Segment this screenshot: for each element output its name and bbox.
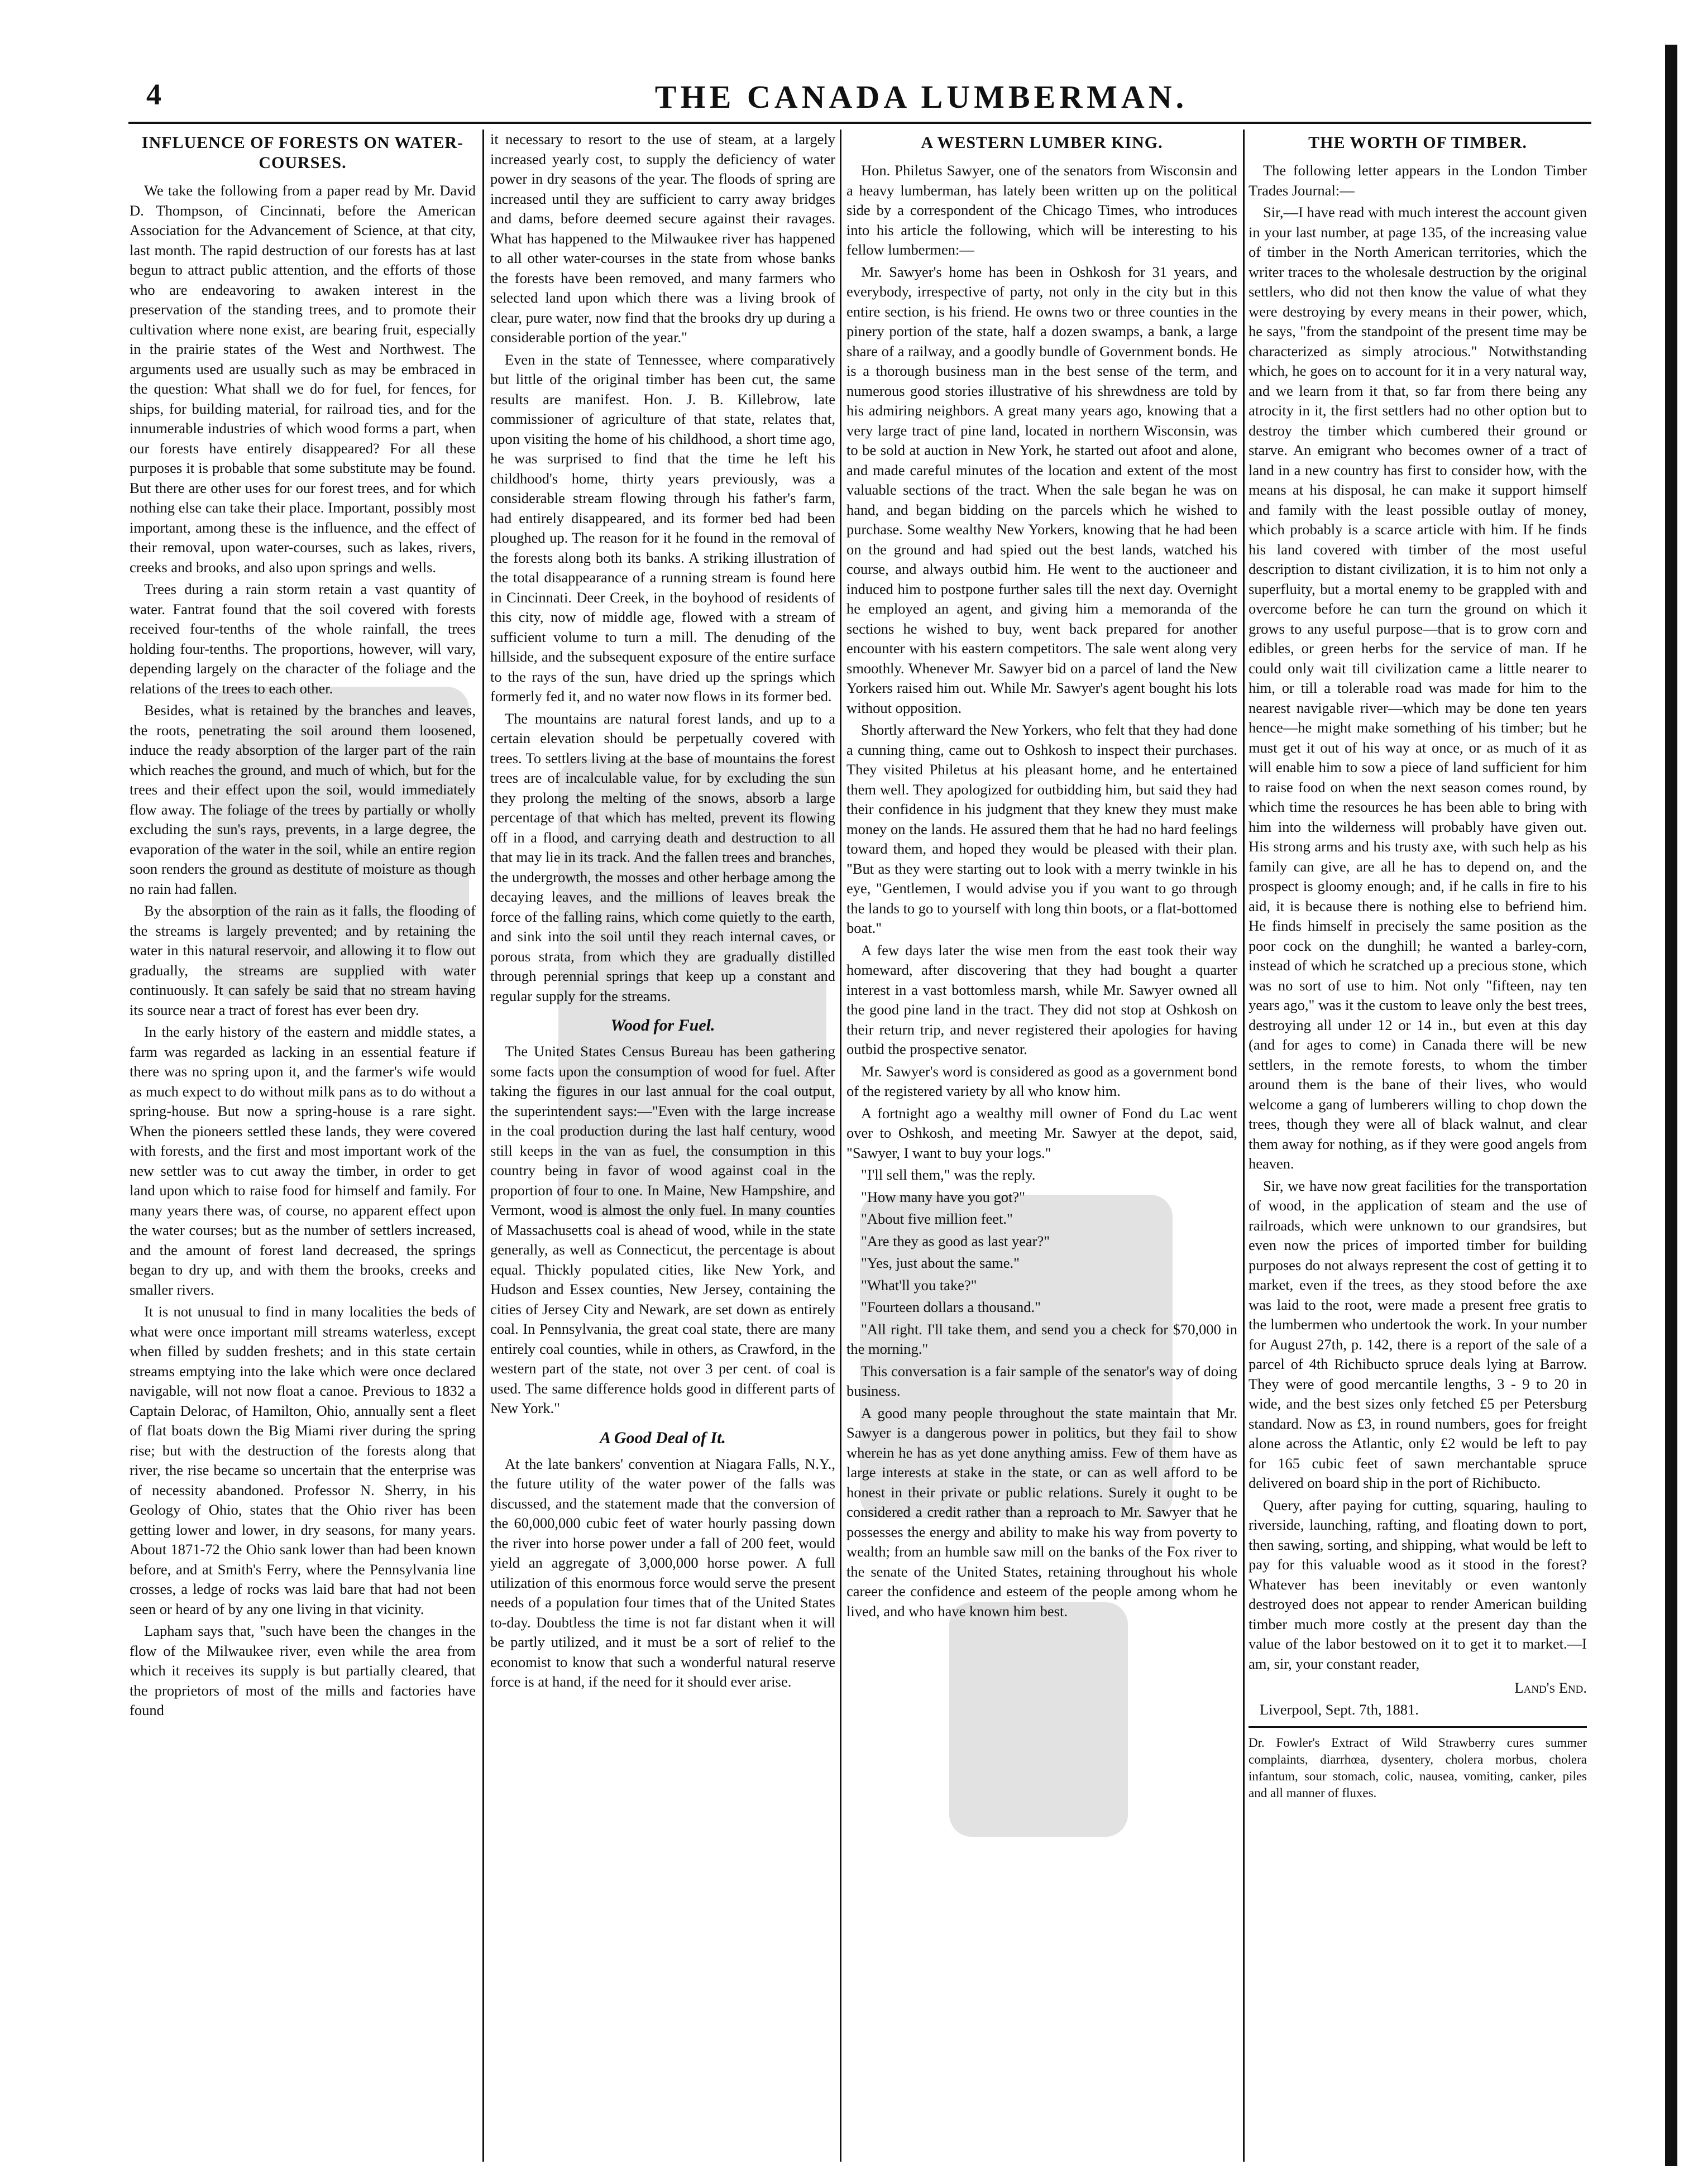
article-paragraph: Even in the state of Tennessee, where comparatively but little of the original timber has been cut, the same results are manifest. Hon. J. B. Killebrow, late commissioner of agriculture of that state, relates that, upon visiting the home of his childhood, a short time ago, he was surprised to find that the time he left his childhood's home, thirty years previously, was a considerable stream flowing through his father's farm, had entirely disappeared, and its former bed had been ploughed up. The reason for it he found in the removal of the forests along both its banks. A striking illustration of the total disappearance of a running stream is found here in Cincinnati. Deer Creek, in the boyhood of residents of this city, now of middle age, flowed with a stream of sufficient volume to turn a mill. The denuding of the hillside, and the subsequent exposure of the entire surface to the rays of the sun, have dried up the springs which formerly fed it, and no water now flows in its former bed. <box>490 351 835 705</box>
article-paragraph: "What'll you take?" <box>861 1276 977 1294</box>
article-headline: Wood for Fuel. <box>610 1016 715 1034</box>
article-paragraph: "About five million feet." <box>861 1210 1013 1227</box>
article-column <box>1249 130 1587 2162</box>
article-column <box>130 130 476 2162</box>
masthead: THE CANADA LUMBERMAN. <box>654 79 1188 115</box>
letter-signature: Land's End. <box>1514 1679 1587 1696</box>
page-number: 4 <box>146 78 161 111</box>
article-paragraph: A fortnight ago a wealthy mill owner of Fond du Lac went over to Oshkosh, and meeting Mr. Sawyer at the depot, said, "Sawyer, I want to buy your logs." <box>846 1104 1237 1161</box>
article-headline: THE WORTH OF TIMBER. <box>1308 133 1527 152</box>
article-paragraph: Query, after paying for cutting, squaring, hauling to riverside, launching, rafting, and floating down to port, then sawing, sorting, and shipping, what would be left to pay for this valuable wood as it stood in the forest? Whatever has been inevitably or even wantonly destroyed does not appear to render American building timber much more costly at the present day than the value of the labor bestowed on it to get it to market.—I am, sir, your constant reader, <box>1249 1496 1587 1672</box>
column-divider <box>1243 130 1245 2162</box>
article-paragraph: "Are they as good as last year?" <box>861 1232 1050 1249</box>
article-paragraph: In the early history of the eastern and middle states, a farm was regarded as lacking in an essential feature if there was no spring upon it, and the farmer's wife would as much expect to do without milk pans as to do without a spring-house. But now a spring-house is a rare sight. When the pioneers settled these lands, they were covered with forests, and the first and most important work of the new settler was to cut away the timber, in order to get land upon which to raise food for himself and family. For many years there was, of course, no apparent effect upon the water courses; but as the number of settlers increased, and the amount of forest land decreased, the springs began to dry up, and with them the brooks, creeks and smaller rivers. <box>130 1023 476 1298</box>
article-paragraph: Shortly afterward the New Yorkers, who felt that they had done a cunning thing, came out to Oshkosh to inspect their purchases. They visited Philetus at his pleasant home, and he entertained them well. They apologized for outbidding him, but said they had their confidence in his judgment that they knew they must make money on the lands. He assured them that he had no hard feelings toward them, and hoped they would be pleased with their plan. "But as they were starting out to look with a merry twinkle in his eye, "Gentlemen, I would advise you if you want to go through the lands to go to yourself with long thin boots, or a flat-bottomed boat." <box>846 721 1237 936</box>
advertisement: Dr. Fowler's Extract of Wild Strawberry cures summer complaints, diarrhœa, dysentery, cholera morbus, cholera infantum, sour stomach, colic, nausea, vomiting, canker, piles and all manner of fluxes. <box>1249 1726 1587 1802</box>
column-divider <box>482 130 484 2162</box>
article-paragraph: This conversation is a fair sample of the senator's way of doing business. <box>846 1362 1237 1399</box>
article-paragraph: The following letter appears in the London Timber Trades Journal:— <box>1249 162 1587 199</box>
binding-edge <box>1665 45 1677 2166</box>
article-paragraph: "How many have you got?" <box>861 1188 1025 1205</box>
article-paragraph: Besides, what is retained by the branches and leaves, the roots, penetrating the soil around them loosened, induce the ready absorption of the larger part of the rain which reaches the ground, and much of which, but for the trees and their effect upon the soil, would immediately flow away. The foliage of the trees by partially or wholly excluding the sun's rays, prevents, in a large degree, the evaporation of the water in the soil, while an entire region soon renders the ground as destitute of moisture as though no rain had fallen. <box>130 702 476 897</box>
article-paragraph: It is not unusual to find in many localities the beds of what were once important mill streams waterless, except when filled by sudden freshets; and in this state certain streams emptying into the lake which were once declared navigable, will not now float a canoe. Previous to 1832 a Captain Delorac, of Hamilton, Ohio, annually sent a fleet of flat boats down the Big Miami river during the spring rise; but with the destruction of the forests along that river, the rise became so uncertain that the enterprise was of necessity abandoned. Professor N. Sherry, in his Geology of Ohio, states that the Ohio river has been getting lower and lower, in dry seasons, for many years. About 1871-72 the Ohio sank lower than had been known before, and at Smith's Ferry, where the Pennsylvania line crosses, a ledge of rocks was laid bare that had not been seen or heard of by any one living in that vicinity. <box>130 1303 476 1617</box>
article-paragraph: The mountains are natural forest lands, and up to a certain elevation should be perpetually covered with trees. To settlers living at the base of mountains the forest trees are of incalculable value, for by excluding the sun they prolong the melting of the snows, absorb a large percentage of that which has melted, prevent its flowing off in a flood, and carrying death and destruction to all that may lie in its track. And the fallen trees and branches, the undergrowth, the mosses and other herbage among the decaying leaves, and the millions of leaves break the force of the falling rains, which come quietly to the earth, and sink into the soil until they reach internal caves, or porous strata, from which they are gradually distilled through perennial springs that keep up a constant and regular supply for the streams. <box>490 710 835 1004</box>
article-paragraph: A few days later the wise men from the east took their way homeward, after discovering that they had bought a quarter interest in a vast bottomless marsh, while Mr. Sawyer owned all the good pine land in the tract. They did not stop at Oshkosh on their return trip, and never registered their apologies for having outbid the prospective senator. <box>846 941 1237 1057</box>
article-paragraph: A good many people throughout the state maintain that Mr. Sawyer is a dangerous power in politics, but they fail to show wherein he has as yet done anything amiss. Few of them have as large interests at stake in the state, or can as well afford to be honest in their private or public relations. Surely it ought to be considered a credit rather than a reproach to Mr. Sawyer that he possesses the energy and ability to make his way from poverty to wealth; from an humble saw mill on the banks of the Fox river to the senate of the United States, retaining throughout his whole career the confidence and esteem of the people among whom he lived, and who have known him best. <box>846 1404 1237 1620</box>
article-paragraph: Hon. Philetus Sawyer, one of the senators from Wisconsin and a heavy lumberman, has lately been written up on the political side by a correspondent of the Chicago Times, who introduces into his article the following, which will be interesting to his fellow lumbermen:— <box>846 162 1237 258</box>
article-paragraph: it necessary to resort to the use of steam, at a largely increased yearly cost, to supply the deficiency of water power in dry seasons of the year. The floods of spring are increased until they are sufficient to carry away bridges and dams, before deemed secure against their ravages. What has happened to the Milwaukee river has happened to all other water-courses in the state from whose banks the forests have been removed, and many farmers who selected land upon which there was a living brook of clear, pure water, now find that the brooks dry up during a considerable portion of the year." <box>490 131 835 346</box>
article-paragraph: Mr. Sawyer's word is considered as good as a government bond of the registered variety by all who know him. <box>846 1062 1237 1099</box>
article-headline: A WESTERN LUMBER KING. <box>921 133 1163 152</box>
letter-dateline: Liverpool, Sept. 7th, 1881. <box>1260 1701 1419 1718</box>
column-divider <box>840 130 841 2162</box>
article-column <box>846 130 1237 2162</box>
article-paragraph: Sir, we have now great facilities for the transportation of wood, in the application of steam and the use of railroads, which were unknown to our grandsires, but even now the prices of imported timber for building purposes do not always represent the cost of getting it to market, even if the trees, as they stood before the axe was laid to the root, were made a present free gratis to the lumbermen who undertook the work. In your number for August 27th, p. 142, there is a report of the sale of a parcel of 4th Richibucto spruce deals lying at Barrow. They were of good mercantile lengths, 3 - 9 to 20 in wide, and the best sizes only fetched £5 per Petersburg standard. Now as £3, in round numbers, goes for freight alone across the Atlantic, only £2 would be left to pay for 165 cubic feet of sawn merchantable spruce delivered on board ship in the port of Richibucto. <box>1249 1177 1587 1491</box>
article-paragraph: Trees during a rain storm retain a vast quantity of water. Fantrat found that the soil covered with forests received four-tenths of the whole rainfall, the trees holding four-tenths. The proportions, however, will vary, depending largely on the character of the foliage and the relations of the trees to each other. <box>130 581 476 697</box>
article-paragraph: By the absorption of the rain as it falls, the flooding of the streams is largely prevented; and by retaining the water in this natural reservoir, and allowing it to flow out gradually, the streams are supplied with water continuously. It can safely be said that no stream having its source near a tract of forest has ever been dry. <box>130 902 476 1018</box>
article-paragraph: "Fourteen dollars a thousand." <box>861 1299 1041 1315</box>
masthead-rule <box>128 122 1591 124</box>
article-paragraph: Sir,—I have read with much interest the account given in your last number, at page 135, of the increasing value of timber in the North American territories, which the writer traces to the wholesale destruction by the original settlers, who did not then know the value of what they were destroying by every means in their power, which, he says, "from the standpoint of the present time may be characterized as simply atrocious." Notwithstanding which, he goes on to account for it in a very natural way, and we learn from it that, so far from there being any atrocity in it, the first settlers had no other option but to destroy the timber which cumbered their ground or starve. An emigrant who becomes owner of a tract of land in a new country has first to consider how, with the means at his disposal, he can make it support himself and family with the least possible outlay of money, which probably is a scarce article with him. If he finds his land covered with timber of the most useful description to distant civilization, it is to him not only a superfluity, but a mortal enemy to be grappled with and overcome before he can turn the ground on which it grows to any useful purpose—that is to grow corn and edibles, or green herbs for the service of man. If he could only wait till civilization came a little nearer to him, or till a tolerable road was made for him to the nearest navigable river—which may be done ten years hence—he might make something of his timber; but he must get it out of his way at once, or as much of it as will enable him to sow a piece of land sufficient for him to raise food on when the next season comes round, by which time the resources he has been able to bring with him into the wilderness will probably have given out. His strong arms and his trusty axe, with such help as his family can give, are all he has to depend on, and the prospect is gloomy enough; and, if he calls in fire to his aid, it is because there is nothing else to befriend him. He finds himself in precisely the same position as the poor cock on the dunghill; he wanted a barley-corn, instead of which he scratched up a precious stone, which was no sort of use to him. Not only "fifteen, nay ten years ago," was it the custom to leave only the best trees, destroying all under 12 or 14 in., but even at this day (and for ages to come) in Canada there will be new settlers, in the remote forests, to whom the timber around them is the bane of their lives, who would welcome a gang of lumberers willing to chop down the trees, though they were all of black walnut, and clear them away for nothing, as if they were good angels from heaven. <box>1249 204 1587 1172</box>
article-paragraph: We take the following from a paper read by Mr. David D. Thompson, of Cincinnati, before the American Association for the Advancement of Science, at that city, last month. The rapid destruction of our forests has at last begun to attract public attention, and the efforts of those who are endeavoring to awaken interest in the preservation of the standing trees, and to promote their cultivation where none exist, are bearing fruit, especially in the prairie states of the West and Northwest. The arguments used are usually such as may be embraced in the question: What shall we do for fuel, for fences, for ships, for building material, for railroad ties, and for the innumerable industries of which wood forms a part, when our forests have entirely disappeared? For all these purposes it is probable that some substitute may be found. But there are other uses for our forest trees, and for which nothing else can take their place. Important, possibly most important, among these is the influence, and the effect of their removal, upon water-courses, such as lakes, rivers, creeks and brooks, and also upon springs and wells. <box>130 182 476 576</box>
article-paragraph: At the late bankers' convention at Niagara Falls, N.Y., the future utility of the water power of the falls was discussed, and the statement made that the conversion of the 60,000,000 cubic feet of water hourly passing down the river into horse power under a fall of 200 feet, would yield an aggregate of 3,000,000 horse power. A full utilization of this enormous force would serve the present needs of a population four times that of the United States to-day. Doubtless the time is not far distant when it will be partly utilized, and it must be a sort of relief to the economist to know that such a wonderful natural reserve force is at hand, if the need for it should ever arise. <box>490 1455 835 1690</box>
article-paragraph: The United States Census Bureau has been gathering some facts upon the consumption of wood for fuel. After taking the figures in our last annual for the coal output, the superintendent says:—"Even with the large increase in the coal production during the last half century, wood still keeps in the van as fuel, the consumption in this country being in favor of wood against coal in the proportion of four to one. In Maine, New Hampshire, and Vermont, wood is almost the only fuel. In many counties of Massachusetts coal is ahead of wood, while in the state generally, as well as Connecticut, the percentage is about equal. Thickly populated cities, like New York, and Hudson and Essex counties, New Jersey, containing the cities of Jersey City and Newark, are set down as entirely coal. In Pennsylvania, the great coal state, there are many entirely coal counties, while in others, as Crawford, in the western part of the state, not over 3 per cent. of coal is used. The same difference holds good in different parts of New York." <box>490 1043 835 1416</box>
article-paragraph: Mr. Sawyer's home has been in Oshkosh for 31 years, and everybody, irrespective of party, not only in the city but in this entire section, is his friend. He owns two or three counties in the pinery portion of the state, half a dozen swamps, a bank, a large share of a railway, and a goodly bundle of Government bonds. He is a thorough business man in the best sense of the term, and numerous good stories illustrative of his shrewdness are told by his admiring neighbors. A great many years ago, knowing that a very large tract of pine land, located in northern Wisconsin, was to be sold at auction in New York, he started out afoot and alone, and made careful minutes of the location and extent of the most valuable sections of the tract. When the sale began he was on hand, and began bidding on the parcels which he wished to purchase. Some wealthy New Yorkers, knowing that he had been on the ground and had spied out the best lands, watched his course, and always outbid him. He went to the auctioneer and induced him to postpone further sales till the next day. Overnight he employed an agent, and giving him a memoranda of the sections he wished to buy, went back prepared for another encounter with his eastern competitors. The sale went along very smoothly. Whenever Mr. Sawyer bid on a parcel of land the New Yorkers raised him out. While Mr. Sawyer's agent bought his lots without opposition. <box>846 263 1237 716</box>
article-paragraph: "I'll sell them," was the reply. <box>861 1166 1036 1183</box>
article-headline: A Good Deal of It. <box>600 1428 726 1447</box>
article-paragraph: "Yes, just about the same." <box>861 1254 1020 1271</box>
article-paragraph: Lapham says that, "such have been the changes in the flow of the Milwaukee river, even while the area from which it receives its supply is but partially cleared, that the proprietors of most of the mills and factories have found <box>130 1622 476 1718</box>
article-column <box>490 130 835 2162</box>
article-paragraph: "All right. I'll take them, and send you a check for $70,000 in the morning." <box>846 1320 1237 1357</box>
article-headline: INFLUENCE OF FORESTS ON WATER-COURSES. <box>141 133 464 172</box>
